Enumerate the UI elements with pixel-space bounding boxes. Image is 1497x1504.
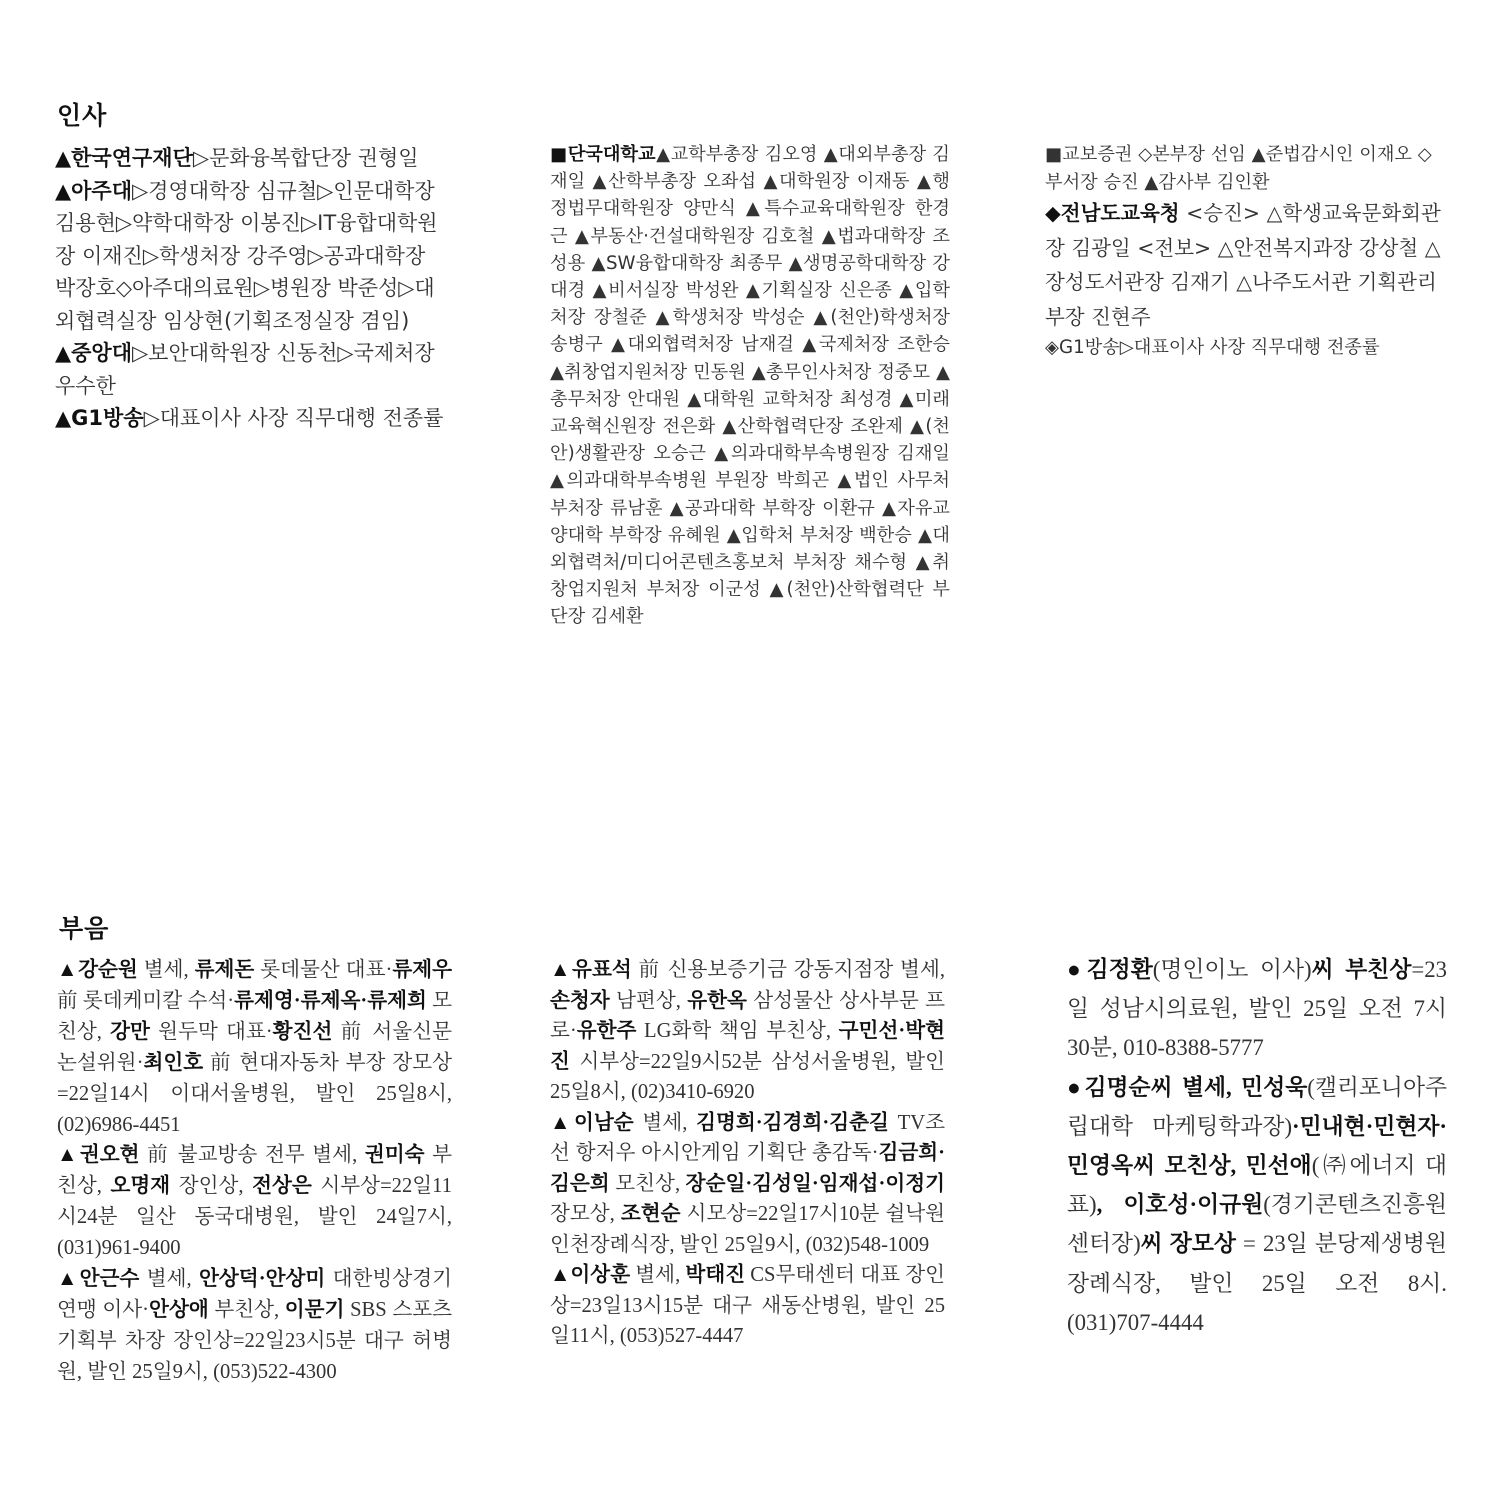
obituary-name: 씨 부친상 bbox=[1311, 957, 1412, 982]
obituary-text: 前 서울신문 논설위원· bbox=[57, 1020, 452, 1074]
insa-entry bbox=[550, 141, 950, 631]
obituary-name: 최인호 bbox=[143, 1051, 204, 1074]
obituary-name: 구민선·박현진 bbox=[550, 1020, 945, 1073]
insa-entry bbox=[55, 337, 450, 402]
obituary-entry bbox=[57, 1140, 452, 1264]
obituary-name: ▲강순원 bbox=[57, 959, 138, 981]
obituary-text: LG화학 책임 부친상, bbox=[636, 1020, 839, 1042]
bueum-heading: 부음 bbox=[59, 914, 110, 943]
insa-org: ◆전남도교육청 bbox=[1045, 201, 1180, 225]
insa-column-2 bbox=[550, 141, 950, 631]
obituary-text: 대한빙상경기연맹 이사· bbox=[57, 1268, 452, 1321]
insa-entry bbox=[55, 142, 450, 175]
insa-org: ▲G1방송 bbox=[55, 406, 144, 430]
obituary-name: 장순일·김성일·임재섭·이정기 bbox=[685, 1172, 945, 1195]
obituary-name: ●김명순씨 별세, 민성욱 bbox=[1067, 1074, 1308, 1100]
insa-org: ▲아주대 bbox=[55, 178, 133, 203]
obituary-text: 원두막 대표· bbox=[149, 1020, 273, 1043]
obituary-name: 류제우 bbox=[392, 959, 453, 981]
obituary-name: 안상애 bbox=[149, 1298, 209, 1321]
insa-entry: ◈G1방송▷대표이사 사장 직무대행 전종률 bbox=[1045, 337, 1380, 358]
obituary-name: ▲유표석 bbox=[550, 959, 632, 981]
insa-org: ■단국대학교 bbox=[550, 144, 656, 165]
insa-entry bbox=[1045, 196, 1445, 334]
obituary-name: ▲권오현 bbox=[57, 1144, 140, 1167]
obituary-entry bbox=[57, 1264, 452, 1388]
obituary-name: ▲이상훈 bbox=[550, 1264, 631, 1286]
obituary-text: 모친상, bbox=[57, 989, 452, 1043]
obituary-name: 안상덕·안상미 bbox=[199, 1268, 326, 1291]
obituary-text: =23일 성남시의료원, 발인 25일 오전 7시 30분, 010-8388-5777 bbox=[1067, 957, 1447, 1061]
insa-entry-text: ▲교학부총장 김오영 ▲대외부총장 김재일 ▲산학부총장 오좌섭 ▲대학원장 이재동 ▲행정법무대학원장 양만식 ▲특수교육대학원장 한경근 ▲부동산·건설대학원장 김호철 ▲법과대학장 조성용 ▲SW융합대학장 최종무 ▲생명공학대학장 강대경 ▲비서실장 박성완 ▲기획실장 신은종 ▲입학처장 장철준 ▲학생처장 박성순 ▲(천안)학생처장 송병구 ▲대외협력처장 남재걸 ▲국제처장 조한승 ▲취창업지원처장 민동원 ▲총무인사처장 정중모 ▲총무처장 안대원 ▲대학원 교학처장 최성경 ▲미래교육혁신원장 전은화 ▲산학협력단장 조완제 ▲(천안)생활관장 오승근 ▲의과대학부속병원장 김재일 ▲의과대학부속병원 부원장 박희곤 ▲법인 사무처 부처장 류남훈 ▲공과대학 부학장 이환규 ▲자유교양대학 부학장 유혜원 ▲입학처 부처장 백한승 ▲대외협력처/미디어콘텐츠홍보처 부처장 채수형 ▲취창업지원처 부처장 이군성 ▲(천안)산학협력단 부단장 김세환 bbox=[550, 144, 950, 628]
obituary-entry bbox=[550, 1260, 945, 1352]
obituary-name: 강만 bbox=[110, 1020, 150, 1043]
obituary-text: 롯데물산 대표· bbox=[254, 959, 393, 981]
insa-column-1 bbox=[55, 142, 450, 435]
obituary-name: ·민내현·민현자·민영옥씨 모친상, 민선애 bbox=[1067, 1113, 1447, 1179]
obituary-text: 별세, bbox=[139, 1268, 200, 1291]
obituary-name: 손청자 bbox=[550, 989, 610, 1012]
obituary-text: 삼성물산 상사부문 프로· bbox=[550, 989, 945, 1042]
obituary-text: 별세, bbox=[633, 1111, 697, 1134]
insa-entry: ■교보증권 ◇본부장 선임 ▲준법감시인 이재오 ◇부서장 승진 ▲감사부 김인환 bbox=[1045, 144, 1432, 193]
obituary-text: 장인상, bbox=[170, 1175, 253, 1198]
obituary-text: 前 현대자동차 부장 장모상=22일14시 이대서울병원, 발인 25일8시, (02)6986-4451 bbox=[57, 1051, 452, 1136]
insa-entry-text: ▷대표이사 사장 직무대행 전종률 bbox=[143, 406, 444, 430]
obituary-name: 유한옥 bbox=[687, 989, 747, 1012]
obituary-name: 류제영·류제옥·류제희 bbox=[234, 989, 427, 1012]
insa-column-3 bbox=[1045, 141, 1445, 362]
obituary-name: 유한주 bbox=[576, 1020, 637, 1042]
obituary-name: ▲안근수 bbox=[57, 1268, 140, 1291]
insa-entry-text: ▷문화융복합단장 권형일 bbox=[192, 146, 419, 170]
obituary-text: 별세, bbox=[137, 959, 195, 981]
obituary-text: (명인이노 이사) bbox=[1152, 957, 1312, 982]
obituary-name: 전상은 bbox=[252, 1175, 312, 1198]
obituary-text: 장모상, bbox=[550, 1203, 621, 1225]
obituary-text: 남편상, bbox=[609, 989, 688, 1012]
obituary-text: 별세, bbox=[630, 1264, 686, 1286]
obituary-text: (경기콘텐츠진흥원 센터장) bbox=[1067, 1192, 1447, 1257]
obituary-text: 부친상, bbox=[57, 1144, 452, 1198]
insa-entry bbox=[55, 402, 450, 435]
obituary-text: SBS 스포츠기획부 차장 장인상=22일23시5분 대구 허병원, 발인 25일9시, (053)522-4300 bbox=[57, 1298, 452, 1383]
obituary-name: 조현순 bbox=[620, 1203, 681, 1225]
obituary-name: 권미숙 bbox=[364, 1144, 425, 1167]
insa-org: ▲중앙대 bbox=[55, 341, 133, 365]
obituary-entry bbox=[550, 955, 945, 1108]
obituary-name: 김금희·김은희 bbox=[550, 1142, 945, 1195]
insa-heading: 인사 bbox=[57, 101, 108, 130]
obituary-text: CS무태센터 대표 장인상=23일13시15분 대구 새동산병원, 발인 25일11시, (053)527-4447 bbox=[550, 1264, 945, 1347]
obituary-name: 오명재 bbox=[110, 1175, 171, 1198]
obituary-entry bbox=[1067, 950, 1447, 1068]
bueum-column-2 bbox=[550, 955, 945, 1352]
obituary-name: 이문기 bbox=[284, 1298, 345, 1321]
obituary-text: (㈜에너지 대표) bbox=[1067, 1153, 1447, 1218]
obituary-name: ●김정환 bbox=[1067, 957, 1153, 982]
obituary-text: 前 롯데케미칼 수석· bbox=[57, 989, 235, 1012]
obituary-entry bbox=[1067, 1068, 1447, 1342]
obituary-name: 류제돈 bbox=[194, 959, 255, 981]
obituary-text: (캘리포니아주립대학 마케팅학과장) bbox=[1067, 1074, 1447, 1139]
obituary-name: 씨 장모상 bbox=[1140, 1231, 1236, 1257]
obituary-name: 황진선 bbox=[272, 1020, 333, 1043]
obituary-text: 前 불교방송 전무 별세, bbox=[139, 1144, 365, 1167]
obituary-text: 모친상, bbox=[609, 1172, 686, 1195]
insa-entry-text: ▷경영대학장 심규철▷인문대학장 김용현▷약학대학장 이봉진▷IT융합대학원장 이재진▷학생처장 강주영▷공과대학장 박장호◇아주대의료원▷병원장 박준성▷대외협력실장 임상현(기획조정실장 겸임) bbox=[55, 178, 438, 333]
insa-entry-text: ▷보안대학원장 신동천▷국제처장 우수한 bbox=[55, 341, 435, 398]
obituary-text: 시모상=22일17시10분 쉴낙원 인천장례식장, 발인 25일9시, (032)548-1009 bbox=[550, 1203, 945, 1256]
bueum-column-3 bbox=[1067, 950, 1447, 1342]
obituary-text: = 23일 분당제생병원 장례식장, 발인 25일 오전 8시. (031)707-4444 bbox=[1067, 1231, 1447, 1335]
obituary-text: 前 신용보증기금 강동지점장 별세, bbox=[631, 959, 945, 981]
obituary-text: 시부상=22일11시24분 일산 동국대병원, 발인 24일7시, (031)961-9400 bbox=[57, 1175, 452, 1260]
obituary-text: 부친상, bbox=[208, 1298, 285, 1321]
obituary-name: 김명희·김경희·김춘길 bbox=[696, 1111, 889, 1134]
insa-entry-text: <승진> △학생교육문화회관장 김광일 <전보> △안전복지과장 강상철 △장성도서관장 김재기 △나주도서관 기획관리부장 진현주 bbox=[1045, 201, 1441, 329]
obituary-name: ▲이남순 bbox=[550, 1111, 634, 1134]
insa-org: ▲한국연구재단 bbox=[55, 146, 193, 170]
obituary-name: , 이호성·이규원 bbox=[1096, 1192, 1264, 1218]
obituary-entry bbox=[550, 1108, 945, 1261]
obituary-entry bbox=[57, 955, 452, 1140]
insa-entry bbox=[55, 175, 450, 338]
obituary-name: 박태진 bbox=[685, 1264, 746, 1286]
obituary-text: 시부상=22일9시52분 삼성서울병원, 발인 25일8시, (02)3410-6920 bbox=[550, 1050, 945, 1103]
bueum-column-1 bbox=[57, 955, 452, 1388]
obituary-text: TV조선 항저우 아시안게임 기획단 총감독· bbox=[550, 1111, 945, 1164]
